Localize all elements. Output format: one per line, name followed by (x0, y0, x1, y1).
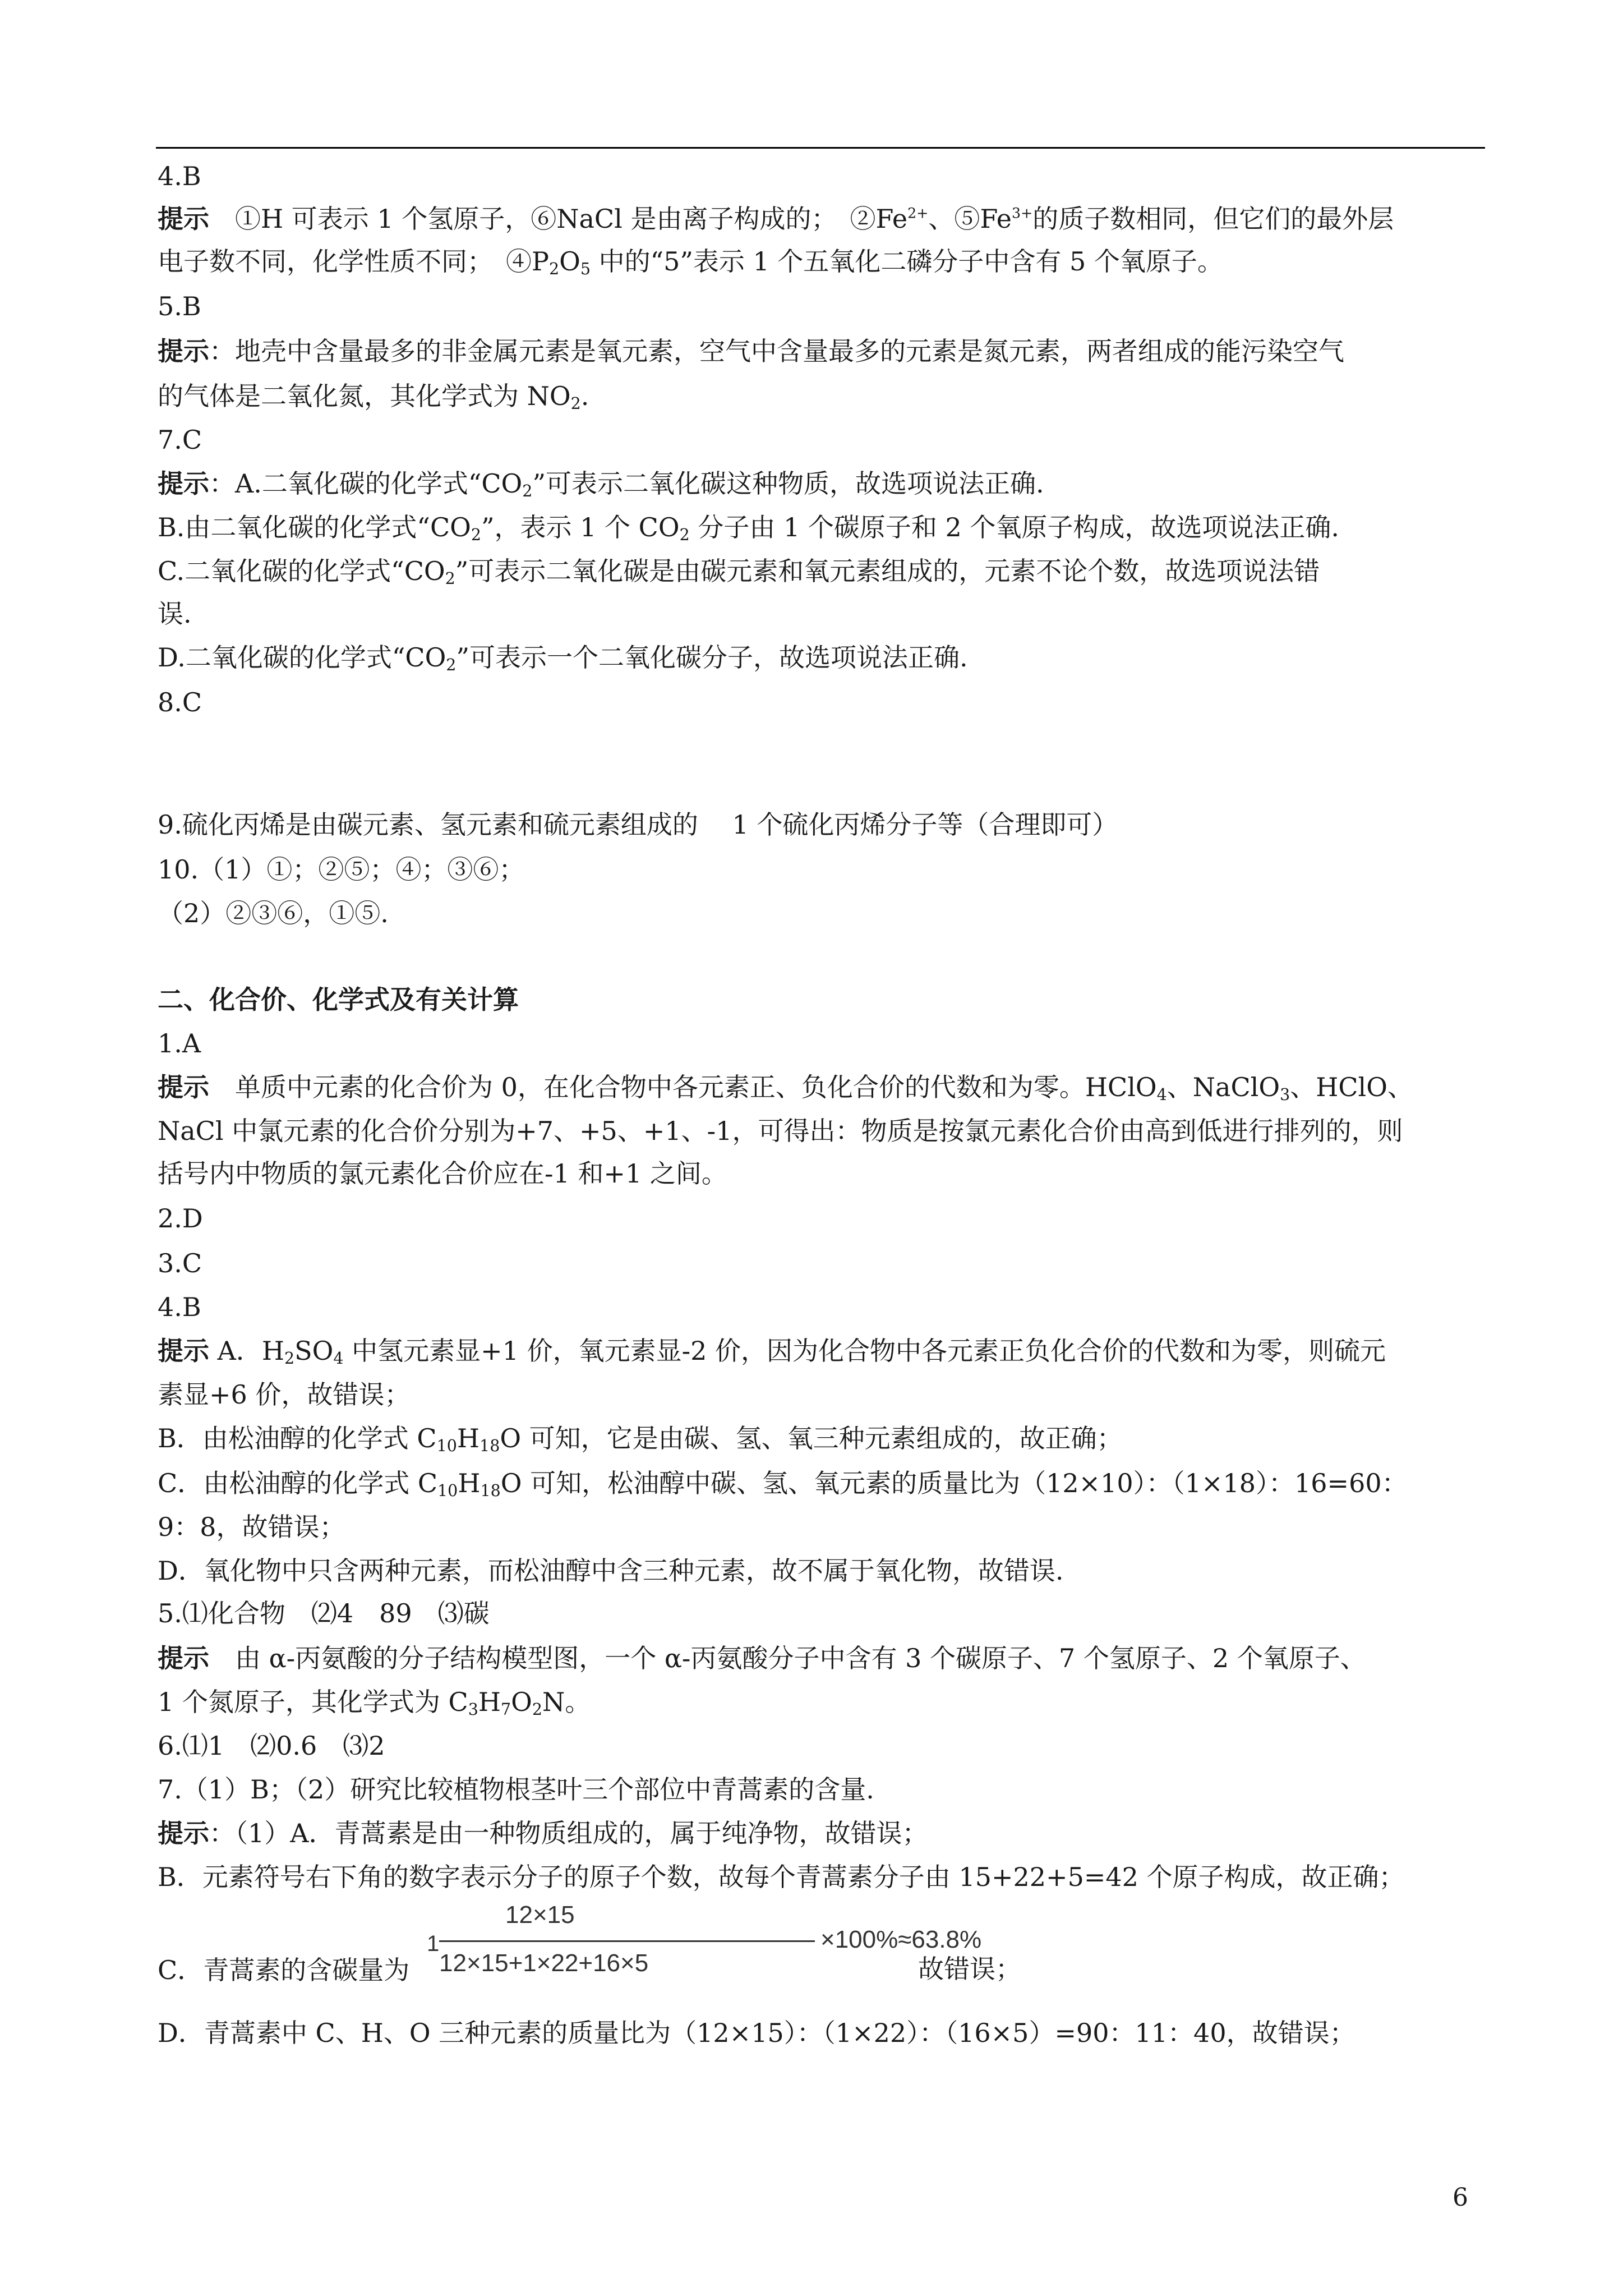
hint-line: B．元素符号右下角的数字表示分子的原子个数，故每个青蒿素分子由 15+22+5=42 个原子构成，故正确； (158, 1862, 1405, 1892)
hint-line: 9：8，故错误； (158, 1512, 345, 1542)
answer-5: 5.⑴化合物 ⑵4 89 ⑶碳 (158, 1598, 490, 1628)
hint-line: D．青蒿素中 C、H、O 三种元素的质量比为（12×15）：（1×22）：（16×5）=90：11：40，故错误； (158, 2018, 1355, 2048)
hint-line: 1 个氮原子，其化学式为 $C_3H_7O_2N$。 (158, 1687, 591, 1719)
answer-10-2: （2）②③⑥，①⑤. (158, 898, 389, 928)
hint-line: NaCl 中氯元素的化合价分别为+7、+5、+1、-1，可得出：物质是按氯元素化合价由高到低进行排列的，则 (158, 1116, 1403, 1146)
header-rule (156, 147, 1485, 149)
hint-line: 提示 ①H 可表示 1 个氢原子，⑥NaCl 是由离子构成的； $②Fe^{2+}$、$⑤Fe^{3+}$的质子数相同，但它们的最外层 (158, 204, 1394, 234)
hint-line: B．由松油醇的化学式 $C_{10}H_{18}O$ 可知，它是由碳、氢、氧三种元素组成的，故正确； (158, 1423, 1123, 1456)
hint-line: 误. (158, 599, 192, 629)
answer-2d: 2.D (158, 1203, 203, 1234)
hint-line: D.二氧化碳的化学式“$CO_2$”可表示一个二氧化碳分子，故选项说法正确. (158, 642, 968, 675)
answer-10-1: 10.（1）①；②⑤；④；③⑥； (158, 854, 525, 885)
hint-line: B.由二氧化碳的化学式“$CO_2$”，表示 1 个 $CO_2$ 分子由 1 个碳原子和 2 个氧原子构成，故选项说法正确. (158, 512, 1339, 545)
hint-line: 提示 A．$H_2SO_4$ 中氢元素显+1 价，氧元素显-2 价，因为化合物中各元素正负化合价的代数和为零，则硫元 (158, 1336, 1386, 1368)
hint-line: 提示 由 α-丙氨酸的分子结构模型图，一个 α-丙氨酸分子中含有 3 个碳原子、7 个氢原子、2 个氧原子、 (158, 1643, 1366, 1673)
answer-3c: 3.C (158, 1248, 202, 1278)
hint-line: 提示 单质中元素的化合价为 0，在化合物中各元素正、负化合价的代数和为零。HClO$_4$、NaClO$_3$、HClO、 (158, 1072, 1413, 1105)
fraction-result: ×100%≈63.8% (820, 1926, 982, 1953)
fraction-suffix: 故错误； (918, 1954, 1021, 1984)
hint-line: 提示：地壳中含量最多的非金属元素是氧元素，空气中含量最多的元素是氮元素，两者组成的能污染空气 (158, 336, 1344, 366)
carbon-fraction-line (158, 1899, 1504, 2000)
answer-4b: 4.B (158, 161, 201, 191)
page-number: 6 (1453, 2183, 1468, 2212)
fraction-lead: 1 (427, 1931, 440, 1956)
hint-line: D．氧化物中只含两种元素，而松油醇中含三种元素，故不属于氧化物，故错误. (158, 1556, 1064, 1586)
section-heading: 二、化合价、化学式及有关计算 (158, 984, 519, 1015)
hint-line: 电子数不同，化学性质不同； $④P_2O_5$ 中的“5”表示 1 个五氧化二磷分子中含有 5 个氧原子。 (158, 246, 1223, 279)
fraction-denominator: 12×15+1×22+16×5 (439, 1949, 649, 1977)
answer-6: 6.⑴1 ⑵0.6 ⑶2 (158, 1731, 385, 1761)
answer-1a: 1.A (158, 1028, 201, 1059)
fraction-numerator: 12×15 (505, 1901, 575, 1929)
hint-line: C.二氧化碳的化学式“$CO_2$”可表示二氧化碳是由碳元素和氧元素组成的，元素不论个数，故选项说法错 (158, 556, 1320, 588)
hint-line: C．由松油醇的化学式 $C_{10}H_{18}O$ 可知，松油醇中碳、氢、氧元素的质量比为（12×10）：（1×18）：16=60： (158, 1468, 1408, 1501)
answer-7c: 7.C (158, 425, 202, 455)
hint-line: 素显+6 价，故错误； (158, 1379, 411, 1410)
answer-9: 9.硫化丙烯是由碳元素、氢元素和硫元素组成的 1 个硫化丙烯分子等（合理即可） (158, 809, 1118, 840)
answer-8c: 8.C (158, 687, 202, 717)
hint-line: 提示：A.二氧化碳的化学式“$CO_2$”可表示二氧化碳这种物质，故选项说法正确. (158, 468, 1044, 501)
hint-line: 括号内中物质的氯元素化合价应在-1 和+1 之间。 (158, 1158, 727, 1189)
hint-line: 的气体是二氧化氮，其化学式为 $NO_2$. (158, 381, 589, 413)
answer-4b: 4.B (158, 1292, 201, 1322)
fraction-prefix: C．青蒿素的含碳量为 (158, 1955, 410, 1985)
hint-line: 提示：（1）A．青蒿素是由一种物质组成的，属于纯净物，故错误； (158, 1818, 928, 1848)
answer-7: 7.（1）B；（2）研究比较植物根茎叶三个部位中青蒿素的含量. (158, 1774, 874, 1805)
answer-5b: 5.B (158, 291, 201, 321)
fraction-bar (439, 1940, 815, 1942)
